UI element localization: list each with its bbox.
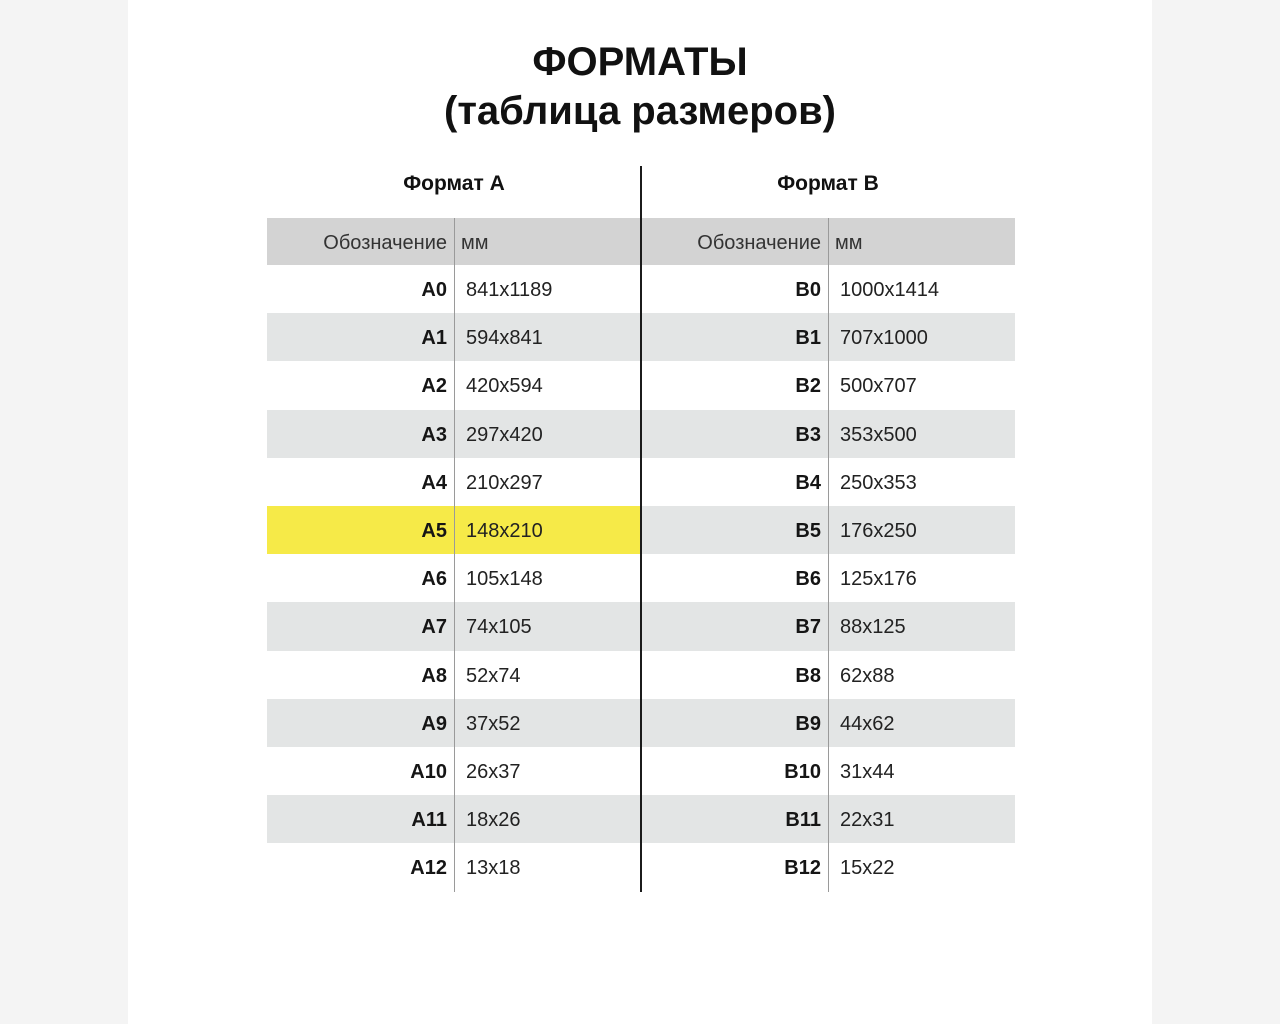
format-b-code-cell: В12 (784, 857, 821, 880)
format-b-code-cell: В8 (795, 664, 821, 687)
format-a-size-cell: 148x210 (466, 519, 543, 542)
format-a-code-cell: А11 (411, 809, 447, 832)
format-b-code-header: Обозначение (697, 232, 821, 254)
format-a-size-cell: 105x148 (466, 568, 543, 591)
format-a-size-cell: 297x420 (466, 423, 543, 446)
format-b-code-cell: В10 (784, 760, 821, 783)
format-a-code-cell: А9 (421, 712, 447, 735)
format-a-code-cell: А10 (410, 760, 447, 783)
format-b-size-cell: 88x125 (840, 616, 906, 639)
format-a-heading: Формат А (403, 172, 505, 195)
format-a-code-cell: А7 (421, 616, 447, 639)
format-a-size-header: мм (461, 232, 489, 254)
format-b-code-cell: В1 (795, 327, 821, 350)
format-b-size-cell: 250x353 (840, 471, 917, 494)
format-a-size-cell: 26x37 (466, 760, 521, 783)
format-b-size-cell: 44x62 (840, 712, 895, 735)
format-b-code-cell: В3 (795, 423, 821, 446)
format-a-size-cell: 594x841 (466, 327, 543, 350)
format-a-code-cell: А0 (421, 279, 447, 301)
format-b-size-header: мм (835, 232, 863, 254)
format-b-code-cell: В4 (795, 471, 821, 494)
page-title: ФОРМАТЫ (532, 40, 748, 84)
format-a-code-cell: А8 (421, 664, 447, 687)
format-a-size-cell: 74x105 (466, 616, 532, 639)
format-b-heading: Формат В (777, 172, 879, 195)
format-b-code-cell: В6 (795, 568, 821, 591)
format-b-code-cell: В2 (795, 375, 821, 398)
page-subtitle: (таблица размеров) (444, 89, 836, 133)
format-b-code-cell: В9 (795, 712, 821, 735)
format-a-size-cell: 841x1189 (466, 279, 553, 301)
format-a-code-cell: А3 (421, 423, 447, 446)
format-a-size-cell: 13x18 (466, 857, 521, 880)
format-a-code-cell: А1 (421, 327, 447, 350)
format-a-code-cell: А12 (410, 857, 447, 880)
format-a-code-cell: А6 (421, 568, 447, 591)
format-a-code-header: Обозначение (323, 232, 447, 254)
format-b-size-cell: 353x500 (840, 423, 917, 446)
formats-table (267, 166, 1015, 892)
format-b-code-cell: В11 (785, 809, 821, 832)
format-b-size-cell: 1000x1414 (840, 279, 939, 301)
format-a-column-divider (454, 218, 455, 892)
format-a-code-cell: А2 (421, 375, 447, 398)
format-b-size-cell: 22x31 (840, 809, 895, 832)
format-a-size-cell: 37x52 (466, 712, 521, 735)
format-a-code-cell: А4 (421, 471, 447, 494)
format-b-code-cell: В0 (795, 279, 821, 301)
format-b-code-cell: В7 (795, 616, 821, 639)
group-divider (640, 166, 642, 892)
format-a-size-cell: 420x594 (466, 375, 543, 398)
format-b-code-cell: В5 (795, 519, 821, 542)
format-b-size-cell: 15x22 (840, 857, 895, 880)
format-b-column-divider (828, 218, 829, 892)
format-b-size-cell: 31x44 (840, 760, 895, 783)
format-b-size-cell: 125x176 (840, 568, 917, 591)
format-b-size-cell: 707x1000 (840, 327, 928, 350)
format-b-size-cell: 176x250 (840, 519, 917, 542)
format-a-code-cell: А5 (421, 519, 447, 542)
format-b-size-cell: 500x707 (840, 375, 917, 398)
format-b-size-cell: 62x88 (840, 664, 895, 687)
format-a-size-cell: 52x74 (466, 664, 521, 687)
format-a-size-cell: 210x297 (466, 471, 543, 494)
format-a-size-cell: 18x26 (466, 809, 521, 832)
